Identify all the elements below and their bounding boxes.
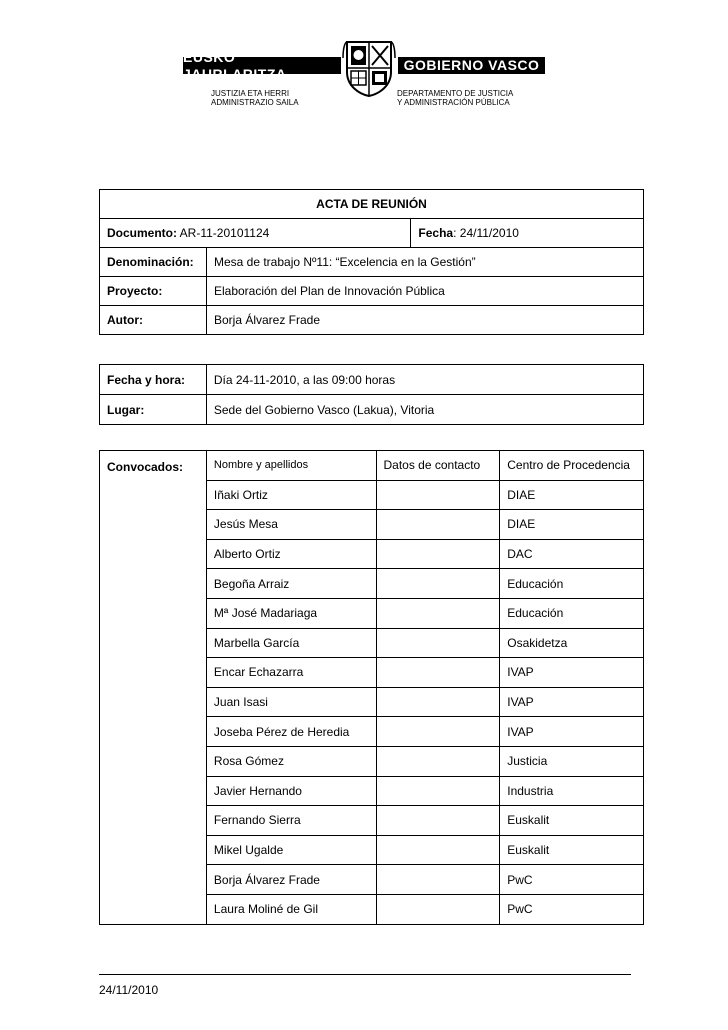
cell-centro: Osakidetza (500, 628, 644, 658)
cell-centro: Euskalit (500, 835, 644, 865)
documento-label: Documento: (107, 226, 177, 240)
cell-name: Fernando Sierra (206, 806, 376, 836)
cell-contact (376, 717, 500, 747)
cell-name: Iñaki Ortiz (206, 480, 376, 510)
cell-name: Begoña Arraiz (206, 569, 376, 599)
cell-name: Borja Álvarez Frade (206, 865, 376, 895)
col-header-centro: Centro de Procedencia (500, 451, 644, 481)
cell-contact (376, 746, 500, 776)
brand-right-text: GOBIERNO VASCO (403, 57, 540, 73)
cell-name: Joseba Pérez de Heredia (206, 717, 376, 747)
brand-gobierno-vasco (398, 57, 545, 74)
cell-name: Laura Moliné de Gil (206, 894, 376, 924)
autor-label: Autor: (100, 306, 207, 335)
cell-contact (376, 628, 500, 658)
cell-name: Javier Hernando (206, 776, 376, 806)
cell-centro: Justicia (500, 746, 644, 776)
convocados-table (99, 450, 644, 925)
dept-basque-line2: ADMINISTRAZIO SAILA (211, 98, 299, 107)
coat-of-arms-icon (341, 38, 397, 98)
cell-centro: DIAE (500, 480, 644, 510)
proyecto-label: Proyecto: (100, 277, 207, 306)
cell-contact (376, 894, 500, 924)
dept-spanish-line2: Y ADMINISTRACIÓN PÚBLICA (397, 98, 510, 107)
department-basque (211, 89, 299, 107)
dept-basque-line1: JUSTIZIA ETA HERRI (211, 89, 290, 98)
lugar-label: Lugar: (100, 395, 207, 425)
acta-title: ACTA DE REUNIÓN (100, 190, 644, 219)
cell-centro: PwC (500, 894, 644, 924)
convocados-label: Convocados: (100, 451, 207, 925)
cell-centro: DAC (500, 539, 644, 569)
meeting-table (99, 364, 644, 425)
department-spanish (397, 89, 513, 107)
cell-name: Mikel Ugalde (206, 835, 376, 865)
acta-table (99, 189, 644, 335)
denominacion-value: Mesa de trabajo Nº11: “Excelencia en la Gestión” (206, 248, 643, 277)
cell-centro: Euskalit (500, 806, 644, 836)
cell-name: Alberto Ortiz (206, 539, 376, 569)
col-header-contacto: Datos de contacto (376, 451, 500, 481)
cell-centro: IVAP (500, 687, 644, 717)
cell-name: Rosa Gómez (206, 746, 376, 776)
cell-contact (376, 569, 500, 599)
dept-spanish-line1: DEPARTAMENTO DE JUSTICIA (397, 89, 514, 98)
cell-contact (376, 835, 500, 865)
footer-divider (99, 974, 631, 975)
denominacion-label: Denominación: (100, 248, 207, 277)
cell-name: Mª José Madariaga (206, 598, 376, 628)
cell-name: Juan Isasi (206, 687, 376, 717)
cell-centro: Educación (500, 598, 644, 628)
cell-name: Marbella García (206, 628, 376, 658)
cell-centro: Industria (500, 776, 644, 806)
cell-name: Encar Echazarra (206, 658, 376, 688)
cell-contact (376, 865, 500, 895)
proyecto-value: Elaboración del Plan de Innovación Pública (206, 277, 643, 306)
brand-eusko-jaurlaritza (183, 48, 341, 82)
cell-contact (376, 598, 500, 628)
documento-value: AR-11-20101124 (177, 226, 270, 240)
cell-contact (376, 510, 500, 540)
lugar-value: Sede del Gobierno Vasco (Lakua), Vitoria (206, 395, 643, 425)
fecha-label: Fecha (418, 226, 454, 240)
cell-contact (376, 480, 500, 510)
cell-contact (376, 687, 500, 717)
fecha-hora-label: Fecha y hora: (100, 365, 207, 395)
col-header-nombre: Nombre y apellidos (206, 451, 376, 481)
fecha-cell (411, 219, 644, 248)
cell-contact (376, 806, 500, 836)
cell-contact (376, 776, 500, 806)
cell-contact (376, 539, 500, 569)
fecha-hora-value: Día 24-11-2010, a las 09:00 horas (206, 365, 643, 395)
brand-left-text: EUSKO JAURLARITZA (183, 48, 287, 82)
cell-name: Jesús Mesa (206, 510, 376, 540)
cell-centro: Educación (500, 569, 644, 599)
cell-centro: DIAE (500, 510, 644, 540)
cell-centro: IVAP (500, 717, 644, 747)
cell-contact (376, 658, 500, 688)
cell-centro: IVAP (500, 658, 644, 688)
documento-cell (100, 219, 411, 248)
footer-date: 24/11/2010 (99, 983, 159, 997)
cell-centro: PwC (500, 865, 644, 895)
autor-value: Borja Álvarez Frade (206, 306, 643, 335)
fecha-value: : 24/11/2010 (453, 226, 519, 240)
